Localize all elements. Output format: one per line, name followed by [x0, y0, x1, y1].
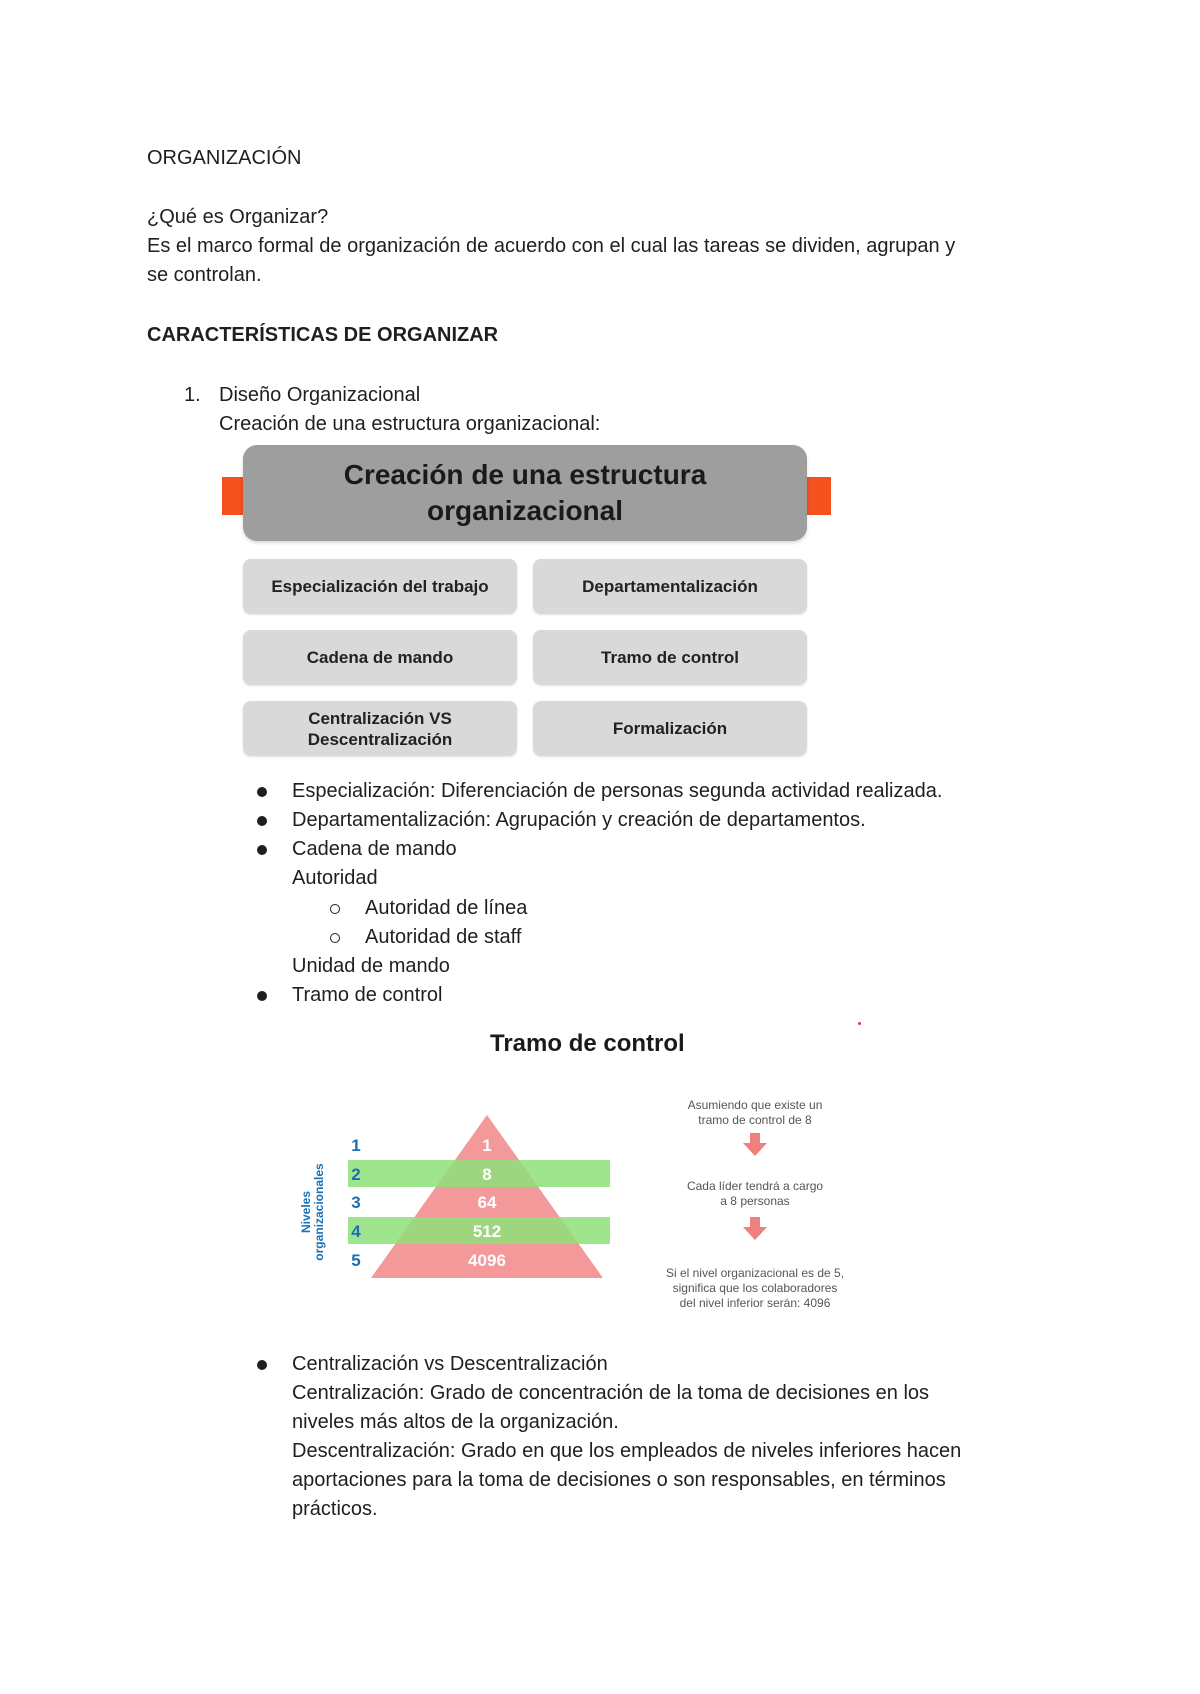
level-value: 4096 — [468, 1251, 506, 1270]
centralizacion-def-line-1: Centralización: Grado de concentración de la toma de decisiones en los — [292, 1382, 930, 1404]
sub-bullet-ring — [330, 904, 340, 914]
arrow-down-icon — [743, 1133, 767, 1156]
org-box-formalizacion — [533, 701, 807, 756]
level-value: 512 — [472, 1222, 502, 1241]
org-structure-title — [243, 445, 807, 541]
axis-label-line-1: Niveles — [299, 1190, 313, 1234]
level-number: 4 — [351, 1222, 361, 1241]
note-3-line-1: Si el nivel organizacional es de 5, — [665, 1266, 845, 1280]
org-box-label: Centralización VS — [308, 708, 452, 728]
note-3-line-3: del nivel inferior serán: 4096 — [679, 1296, 831, 1310]
org-box-label: Tramo de control — [601, 648, 739, 667]
tramo-figure-title: Tramo de control — [490, 1030, 685, 1057]
autoridad-de-linea: Autoridad de línea — [365, 897, 528, 919]
axis-label-line-2: organizacionales — [312, 1163, 326, 1261]
tramo-notes — [640, 1095, 870, 1325]
org-box-label: Especialización del trabajo — [271, 577, 489, 596]
note-2-line-2: a 8 personas — [720, 1194, 790, 1208]
level-number: 2 — [351, 1165, 361, 1184]
question: ¿Qué es Organizar? — [147, 206, 329, 228]
unidad-de-mando: Unidad de mando — [292, 955, 450, 977]
doc-heading: ORGANIZACIÓN — [147, 147, 302, 169]
item-1-title: Diseño Organizacional — [219, 384, 421, 406]
descentralizacion-def-line-3: prácticos. — [292, 1498, 378, 1520]
autoridad-label: Autoridad — [292, 867, 378, 889]
org-box-departamentalizacion — [533, 559, 807, 614]
bullet-dot — [257, 816, 267, 826]
level-value: 64 — [477, 1193, 497, 1212]
bullet-especializacion: Especialización: Diferenciación de personas segunda actividad realizada. — [292, 780, 943, 802]
bullet-departamentalizacion: Departamentalización: Agrupación y creación de departamentos. — [292, 809, 866, 831]
section-title: CARACTERÍSTICAS DE ORGANIZAR — [147, 324, 499, 346]
bullet-tramo-de-control: Tramo de control — [292, 984, 443, 1006]
org-box-label-line-2: Descentralización — [307, 729, 453, 749]
level-2-band — [348, 1160, 610, 1187]
bullet-centralizacion: Centralización vs Descentralización — [292, 1353, 608, 1375]
level-value: 1 — [482, 1136, 492, 1155]
org-title-line-2: organizacional — [426, 495, 624, 526]
org-box-label: Cadena de mando — [306, 648, 454, 667]
autoridad-de-staff: Autoridad de staff — [365, 926, 522, 948]
org-right-accent — [807, 477, 831, 515]
bullet-cadena-de-mando: Cadena de mando — [292, 838, 457, 860]
red-dot-mark — [858, 1022, 861, 1025]
bullet-dot — [257, 991, 267, 1001]
note-1-line-1: Asumiendo que existe un — [687, 1098, 823, 1112]
centralizacion-def-line-2: niveles más altos de la organización. — [292, 1411, 619, 1433]
org-structure-figure — [220, 445, 840, 760]
definition-line-2: se controlan. — [147, 264, 262, 286]
level-number: 5 — [351, 1251, 361, 1270]
org-box-especializacion — [243, 559, 517, 614]
org-box-label: Formalización — [612, 719, 728, 738]
level-number: 3 — [351, 1193, 361, 1212]
item-1-subtitle: Creación de una estructura organizacional: — [219, 413, 601, 435]
item-1-number: 1. — [184, 384, 201, 406]
level-value: 8 — [482, 1165, 492, 1184]
org-title-line-1: Creación de una estructura — [343, 459, 707, 490]
definition-line-1: Es el marco formal de organización de acuerdo con el cual las tareas se dividen, agrupan y — [147, 235, 956, 257]
note-3-line-2: significa que los colaboradores — [672, 1281, 838, 1295]
bullet-dot — [257, 845, 267, 855]
org-box-cadena-de-mando — [243, 630, 517, 685]
descentralizacion-def-line-2: aportaciones para la toma de decisiones o son responsables, en términos — [292, 1469, 946, 1491]
note-1-line-2: tramo de control de 8 — [698, 1113, 812, 1127]
descentralizacion-def-line-1: Descentralización: Grado en que los empleados de niveles inferiores hacen — [292, 1440, 962, 1462]
org-box-centralizacion — [243, 701, 517, 756]
level-number: 1 — [351, 1136, 361, 1155]
bullet-dot — [257, 787, 267, 797]
org-box-label: Departamentalización — [582, 577, 758, 596]
note-2-line-1: Cada líder tendrá a cargo — [686, 1179, 824, 1193]
org-box-tramo-de-control — [533, 630, 807, 685]
pyramid-diagram — [290, 1100, 630, 1290]
sub-bullet-ring — [330, 933, 340, 943]
bullet-dot — [257, 1360, 267, 1370]
arrow-down-icon — [743, 1217, 767, 1240]
